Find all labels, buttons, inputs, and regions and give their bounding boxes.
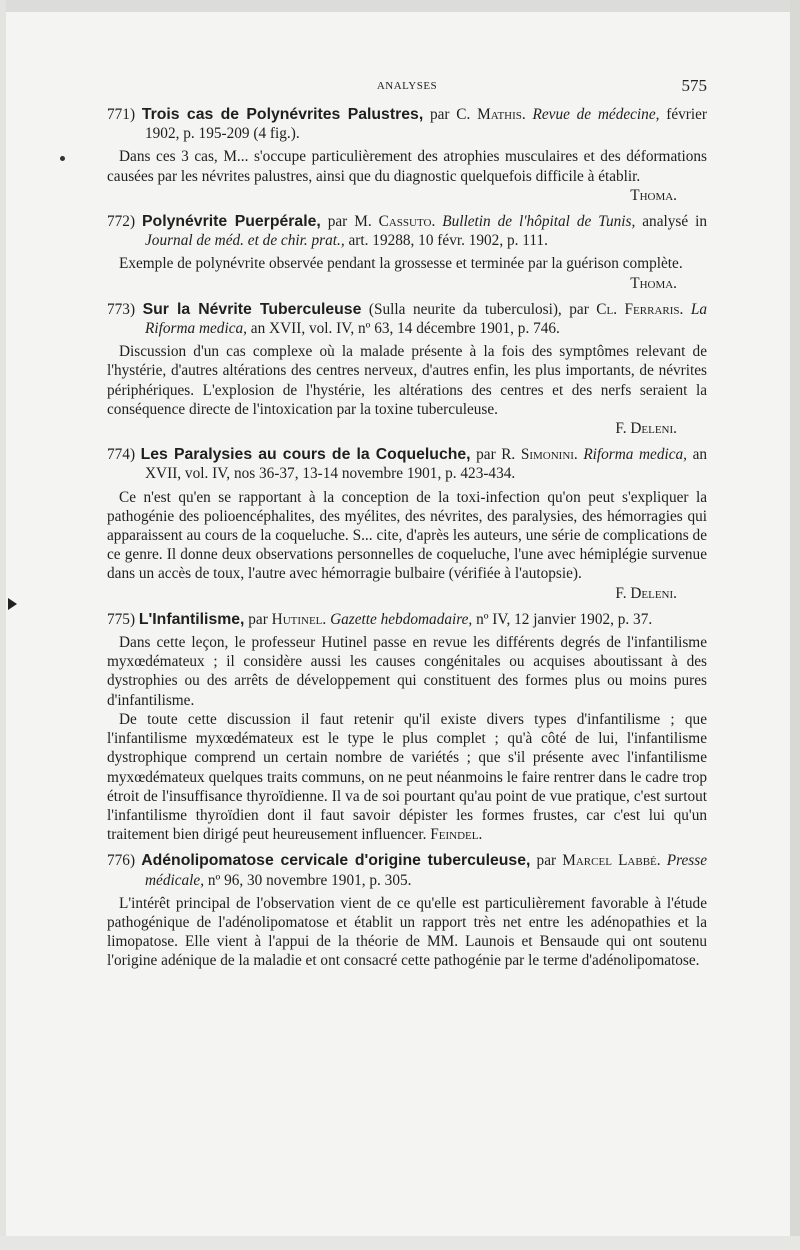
entry-journal: Gazette hebdomadaire, <box>330 610 473 628</box>
paragraph-text: Discussion d'un cas complexe où la malade présente à la fois des symptômes relevant de l'hystérie, d'autres altérations des centres nerveux, d'autres enfin, les plus importants, de névrites périphériques. L'explosion de l'hystérie, les altérations des centres et des nerfs seraient la conséquence directe de l'intoxication par la toxine tuberculeuse. <box>107 343 707 418</box>
citation-text: nº IV, 12 janvier 1902, p. 37. <box>472 610 653 628</box>
abstract-entry-771 <box>107 105 707 205</box>
entry-title: Les Paralysies au cours de la Coqueluche, <box>140 446 471 464</box>
citation-text: par <box>530 852 563 870</box>
entry-number: 775) <box>107 610 136 628</box>
entry-number: 771) <box>107 106 136 123</box>
citation-text: par R. <box>470 446 521 464</box>
entry-paragraph <box>107 488 707 603</box>
entry-title: Sur la Névrite Tuberculeuse <box>142 300 362 318</box>
citation-text: (Sulla neurite da tuberculosi), par <box>361 300 597 318</box>
abstracts-column <box>107 105 707 971</box>
citation-text: . <box>521 106 533 123</box>
citation-text: par <box>244 610 272 628</box>
entry-citation <box>107 851 707 889</box>
margin-arrow-mark <box>8 598 17 610</box>
entry-signature: Thoma. <box>630 186 677 204</box>
abstract-entry-776 <box>107 851 707 970</box>
citation-text: par M. <box>320 213 379 231</box>
entry-author: Cassuto <box>378 213 432 231</box>
paragraph-text: Ce n'est qu'en se rapportant à la conception de la toxi-infection qu'on peut s'expliquer la pathogénie des polioencéphalites, des myélites, des névrites, des paralysies, des hémorragies qui apparaissent au cours de la coqueluche. S... cite, d'après les auteurs, une série de complications de ce genre. Il donne deux observations personnelles de coqueluche, l'une avec hémiplégie survenue dans un accès de toux, l'autre avec hémorragie bulbaire (vérifiée à l'autopsie). <box>107 488 707 583</box>
abstract-entry-772 <box>107 212 707 293</box>
scan-edge-left <box>0 0 6 1250</box>
entry-signature: F. Deleni. <box>615 584 677 602</box>
entry-citation <box>107 300 707 338</box>
citation-text: . <box>322 610 331 628</box>
entry-paragraph <box>107 342 707 438</box>
entry-number: 774) <box>107 446 136 464</box>
page-number: 575 <box>681 76 707 95</box>
entry-paragraph <box>107 254 707 292</box>
paragraph-text: De toute cette discussion il faut retenir qu'il existe divers types d'infantilisme ; que l'infantilisme myxœdémateux est le type le plus complet ; qu'à côté de lui, l'infantilisme dystrophique comprend un certain nombre de variétés ; que s'il présente avec l'infantilisme myxœdémateux quelques traits communs, on ne peut néanmoins le faire rentrer dans le cadre trop étroit de l'insuffisance thyroïdienne. Il va de soi pourtant qu'au point de vue pratique, c'est surtout l'infantilisme thyroïdien dont il faut savoir dépister les formes frustes, car c'est lui qu'un traitement bien dirigé peut heureusement influencer. <box>107 710 707 844</box>
entry-journal: La Riforma medica, <box>145 300 708 338</box>
scan-edge-bottom <box>0 1236 800 1250</box>
citation-text: . <box>656 852 667 870</box>
citation-text: nº 96, 30 novembre 1901, p. 305. <box>204 871 412 889</box>
entry-journal: Revue de médecine, <box>532 106 660 123</box>
citation-text: an XVII, vol. IV, nos 36-37, 13-14 novembre 1901, p. 423-434. <box>145 446 708 483</box>
entry-journal: Bulletin de l'hôpital de Tunis, <box>442 213 636 231</box>
paragraph-text: Dans ces 3 cas, M... s'occupe particulièrement des atrophies musculaires et des déformations causées par les névrites palustres, ainsi que du diagnostic quelquefois difficile à établir. <box>107 148 707 185</box>
entry-citation <box>107 105 707 143</box>
entry-citation <box>107 445 707 483</box>
entry-author: Hutinel <box>271 610 323 628</box>
entry-citation <box>107 610 707 629</box>
citation-text: . <box>573 446 584 464</box>
scan-edge-right <box>790 0 800 1250</box>
citation-text: . <box>679 300 691 318</box>
running-head <box>107 76 707 98</box>
entry-journal: Presse médicale, <box>145 852 707 889</box>
scan-edge-top <box>0 0 800 12</box>
citation-text: par C. <box>423 106 478 123</box>
entry-number: 776) <box>107 852 136 870</box>
entry-citation <box>107 212 707 250</box>
entry-paragraph <box>107 710 707 844</box>
entry-author: Marcel Labbé <box>562 852 657 870</box>
citation-text: analysé in <box>635 213 707 231</box>
entry-journal-secondary: Journal de méd. et de chir. prat., <box>145 232 345 250</box>
citation-text: . <box>431 213 443 231</box>
abstract-entry-775 <box>107 610 707 844</box>
entry-paragraph: L'intérêt principal de l'observation vient de ce qu'elle est particulièrement favorable à l'étude pathogénique de l'adénolipomatose et établit un rapport très net entre les adénopathies et la limopatose. Elle vient à l'appui de la théorie de MM. Launois et Bensaude qui ont soutenu l'origine adénique de la maladie et ont consacré cette pathogénie par le terme d'adénolipomatose. <box>107 894 707 970</box>
entry-title: L'Infantilisme, <box>138 610 245 628</box>
entry-paragraph: Dans cette leçon, le professeur Hutinel passe en revue les différents degrés de l'infantilisme myxœdémateux ; il considère aussi les causes congénitales ou acquises aboutissant à des dystrophies ou des arrêts de développement qui constituent des formes plus ou moins pures d'infantilisme. <box>107 634 707 709</box>
entry-signature: Feindel. <box>430 826 483 844</box>
margin-dot-mark <box>60 156 65 161</box>
entry-title: Adénolipomatose cervicale d'origine tuberculeuse, <box>141 852 531 870</box>
entry-author: Cl. Ferraris <box>596 300 680 318</box>
entry-signature: Thoma. <box>630 274 677 292</box>
entry-title: Trois cas de Polynévrites Palustres, <box>141 106 424 123</box>
citation-text: février 1902, p. 195-209 (4 fig.). <box>145 106 707 143</box>
entry-title: Polynévrite Puerpérale, <box>142 213 321 231</box>
entry-signature: F. Deleni. <box>615 420 677 438</box>
entry-number: 773) <box>107 300 136 318</box>
citation-text: art. 19288, 10 févr. 1902, p. 111. <box>344 232 548 250</box>
entry-author: Mathis <box>477 106 522 123</box>
abstract-entry-774 <box>107 445 707 603</box>
entry-paragraph <box>107 147 707 205</box>
entry-number: 772) <box>107 213 136 231</box>
running-title: ANALYSES <box>376 80 438 92</box>
citation-text: an XVII, vol. IV, nº 63, 14 décembre 1901, p. 746. <box>246 320 560 338</box>
abstract-entry-773 <box>107 300 707 438</box>
paragraph-text: Exemple de polynévrite observée pendant la grossesse et terminée par la guérison complète. <box>119 255 683 273</box>
entry-journal: Riforma medica, <box>583 446 688 464</box>
entry-author: Simonini <box>520 446 574 464</box>
